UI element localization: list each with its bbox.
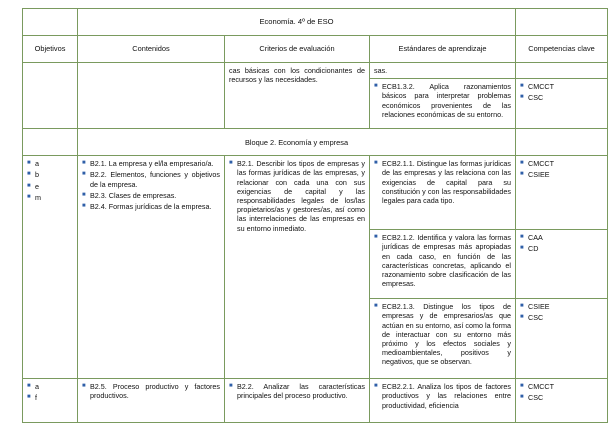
bullet-icon: ■ (374, 234, 378, 241)
bullet-icon: ■ (520, 303, 524, 310)
blank-cell (516, 9, 608, 36)
estandar-text: ECB2.1.3. Distingue los tipos de empresas y de empresarios/as que actúan en su entorno, así como la forma de interactuar con su entorno más próximo y los efectos sociales y medioambientales, positivos y negativos, que se observan. (382, 302, 512, 367)
estandar-cell (370, 230, 516, 299)
contenidos-cell (78, 63, 225, 129)
objetivos-cell (23, 63, 78, 129)
bullet-icon: ■ (229, 160, 233, 167)
objetivos-cell (23, 379, 78, 423)
competencia-label: CMCCT (528, 382, 554, 392)
estandar-text: ECB2.2.1. Analiza los tipos de factores productivos y las relaciones entre productividad, eficiencia (382, 382, 512, 410)
bullet-icon: ■ (27, 383, 31, 390)
criterio-cell (225, 156, 370, 379)
contenido-text: B2.3. Clases de empresas. (90, 190, 177, 200)
estandar-text: sas. (374, 66, 388, 75)
estandar-text: ECB1.3.2. Aplica razonamientos básicos para interpretar problemas económicos provenientes de las relaciones económicas de su entorno. (382, 82, 512, 119)
contenidos-cell (78, 156, 225, 379)
competencia-label: CMCCT (528, 159, 554, 169)
estandar-cell (370, 299, 516, 379)
bullet-icon: ■ (82, 160, 86, 167)
competencia-label: CSC (528, 313, 544, 323)
bullet-icon: ■ (27, 171, 31, 178)
bullet-icon: ■ (520, 383, 524, 390)
bullet-icon: ■ (520, 394, 524, 401)
criterio-cell (225, 63, 370, 129)
competencia-label: CD (528, 244, 539, 254)
criterio-cell (225, 379, 370, 423)
contenido-text: B2.4. Formas jurídicas de la empresa. (90, 202, 212, 212)
competencia-label: CMCCT (528, 82, 554, 92)
objetivo-label: b (35, 170, 39, 180)
bullet-icon: ■ (374, 383, 378, 390)
estandar-text: ECB2.1.2. Identifica y valora las formas jurídicas de empresas más apropiadas en cada caso, en función de las características concretas, aplicando el razonamiento sobre clasificación de las empresas. (382, 233, 512, 289)
bullet-icon: ■ (520, 94, 524, 101)
criterio-text: B2.2. Analizar las características principales del proceso productivo. (237, 382, 365, 401)
estandar-cell (370, 63, 516, 79)
bullet-icon: ■ (520, 314, 524, 321)
blank-cell (23, 9, 78, 36)
competencias-cell (516, 299, 608, 379)
competencia-label: CAA (528, 233, 543, 243)
competencias-cell (516, 379, 608, 423)
competencia-label: CSIEE (528, 302, 550, 312)
header-contenidos: Contenidos (78, 36, 225, 63)
bullet-icon: ■ (229, 383, 233, 390)
estandar-text: ECB2.1.1. Distingue las formas jurídicas de las empresas y las relaciona con las exigencias de capital para su constitución y con las responsabilidades legales para cada tipo. (382, 159, 512, 206)
bullet-icon: ■ (82, 383, 86, 390)
objetivo-label: m (35, 192, 41, 202)
bullet-icon: ■ (82, 203, 86, 210)
bullet-icon: ■ (520, 160, 524, 167)
competencias-cell (516, 230, 608, 299)
criterio-text: B2.1. Describir los tipos de empresas y las formas jurídicas de las empresas, y relacionar con cada una con sus exigencias de capital y las responsabilidades legales de los/las propietarios/as y gestores/as, así como las interrelaciones de las empresas en su entorno inmediato. (237, 159, 365, 233)
bullet-icon: ■ (520, 234, 524, 241)
objetivos-cell (23, 156, 78, 379)
competencia-label: CSIEE (528, 170, 550, 180)
objetivo-label: a (35, 159, 39, 169)
contenido-text: B2.5. Proceso productivo y factores productivos. (90, 382, 220, 401)
header-objetivos: Objetivos (23, 36, 78, 63)
bloque-title: Bloque 2. Economía y empresa (78, 129, 516, 156)
objetivo-label: a (35, 382, 39, 392)
bullet-icon: ■ (27, 160, 31, 167)
table-title: Economía. 4º de ESO (78, 9, 516, 36)
header-competencias: Competencias clave (516, 36, 608, 63)
competencia-label: CSC (528, 93, 544, 103)
competencias-cell (516, 156, 608, 230)
objetivo-label: f (35, 393, 37, 403)
bullet-icon: ■ (82, 171, 86, 178)
competencia-label: CSC (528, 393, 544, 403)
contenido-text: B2.2. Elementos, funciones y objetivos de la empresa. (90, 170, 220, 189)
bullet-icon: ■ (520, 245, 524, 252)
bullet-icon: ■ (374, 83, 378, 90)
contenido-text: B2.1. La empresa y el/la empresario/a. (90, 159, 214, 169)
blank-cell (23, 129, 78, 156)
bullet-icon: ■ (82, 191, 86, 198)
header-criterios: Criterios de evaluación (225, 36, 370, 63)
bullet-icon: ■ (520, 83, 524, 90)
estandar-cell (370, 379, 516, 423)
bullet-icon: ■ (374, 303, 378, 310)
objetivo-label: e (35, 181, 39, 191)
bullet-icon: ■ (27, 182, 31, 189)
bullet-icon: ■ (520, 171, 524, 178)
competencias-cell (516, 79, 608, 129)
competencias-cell (516, 63, 608, 79)
estandar-cell (370, 79, 516, 129)
header-estandares: Estándares de aprendizaje (370, 36, 516, 63)
blank-cell (516, 129, 608, 156)
criterio-text: cas básicas con los condicionantes de recursos y las necesidades. (229, 66, 365, 85)
curriculum-table (22, 8, 608, 423)
contenidos-cell (78, 379, 225, 423)
bullet-icon: ■ (27, 394, 31, 401)
bullet-icon: ■ (27, 193, 31, 200)
estandar-cell (370, 156, 516, 230)
bullet-icon: ■ (374, 160, 378, 167)
